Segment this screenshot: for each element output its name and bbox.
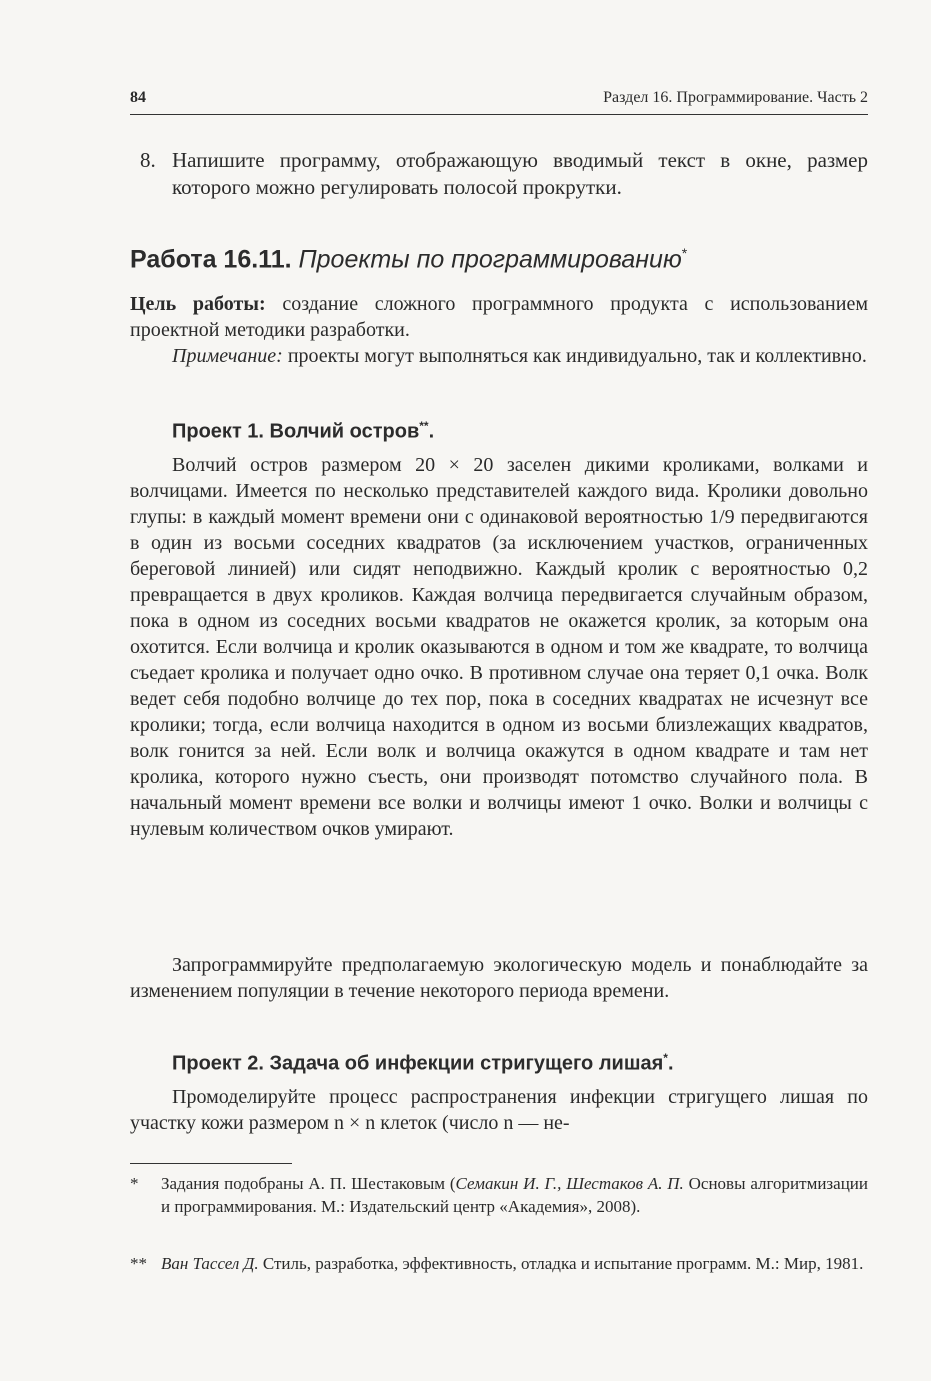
task-number: 8. bbox=[140, 148, 156, 172]
work-footnote-mark: * bbox=[681, 245, 688, 261]
project1-title-end: . bbox=[428, 420, 435, 443]
project2-title-end: . bbox=[667, 1052, 674, 1075]
footnote-1-rest: Основы алгоритмизации и программирования. М.: Издательский центр «Академия», 2008). bbox=[161, 1174, 868, 1216]
footnote-1-body bbox=[161, 1172, 868, 1218]
project1-description: Волчий остров размером 20 × 20 заселен дикими кроликами, волками и волчицами. Имеется по несколько представителей каждого вида. Кролики довольно глупы: в каждый момент времени они с одинаковой вероятностью 1/9 передвигаются в один из восьми соседних квадратов (за исключением участков, ограниченных береговой линией) или сидят неподвижно. Каждый кролик с вероятностью 0,2 превращается в двух кроликов. Каждая волчица передвигается случайным образом, пока в одном из соседних восьми квадратов не окажется кролик, за которым она охотится. Если волчица и кролик оказываются в одном и том же квадрате, то волчица съедает кролика и получает одно очко. В противном случае она теряет 0,1 очка. Волк ведет себя подобно волчице до тех пор, пока в соседних квадратах не исчезнут все кролики; тогда, если волчица находится в одном из восьми близлежащих квадратов, волк гонится за ней. Если волк и волчица окажутся в одном квадрате и там нет кролика, которого нужно съесть, они производят потомство случайного пола. В начальный момент времени все волки и волчицы имеют 1 очко. Волки и волчицы с нулевым количеством очков умирают. bbox=[130, 454, 868, 840]
project2-description: Промоделируйте процесс распространения инфекции стригущего лишая по участку кожи размером n × n клеток (число n — не- bbox=[130, 1086, 868, 1134]
goal-text: создание сложного программного продукта с использованием проектной методики разработки. bbox=[130, 293, 868, 341]
section-title-header: Раздел 16. Программирование. Часть 2 bbox=[603, 89, 868, 106]
note-text: проекты могут выполняться как индивидуально, так и коллективно. bbox=[287, 345, 867, 367]
project2-heading bbox=[172, 1045, 872, 1077]
footnote-divider bbox=[130, 1163, 292, 1164]
footnote-1 bbox=[130, 1172, 868, 1218]
project1-heading bbox=[172, 413, 872, 445]
goal-label: Цель работы: bbox=[130, 293, 266, 315]
footnote-2-rest: Стиль, разработка, эффективность, отладка и испытание программ. М.: Мир, 1981. bbox=[258, 1254, 864, 1273]
project1-task: Запрограммируйте предполагаемую экологическую модель и понаблюдайте за изменением популяции в течение некоторого периода времени. bbox=[130, 954, 868, 1002]
note-paragraph bbox=[130, 343, 868, 369]
project1-footnote-mark: ** bbox=[419, 419, 429, 433]
project2-title: Проект 2. Задача об инфекции стригущего лишая bbox=[172, 1052, 664, 1075]
footnote-1-mark: * bbox=[130, 1174, 139, 1193]
goal-paragraph bbox=[130, 291, 868, 343]
task-8 bbox=[130, 147, 868, 201]
task-text: Напишите программу, отображающую вводимый текст в окне, размер которого можно регулировать полосой прокрутки. bbox=[172, 148, 868, 199]
footnote-2-body bbox=[161, 1252, 868, 1275]
footnote-2 bbox=[130, 1252, 868, 1275]
footnote-2-author: Ван Тассел Д. bbox=[161, 1254, 259, 1273]
work-heading bbox=[130, 236, 868, 276]
project2-footnote-mark: * bbox=[663, 1051, 668, 1065]
page-number: 84 bbox=[130, 89, 146, 106]
work-label: Работа 16.11. bbox=[130, 245, 292, 274]
running-head bbox=[130, 88, 868, 115]
note-label: Примечание: bbox=[172, 345, 283, 367]
footnote-1-lead: Задания подобраны А. П. Шестаковым ( bbox=[161, 1174, 456, 1193]
work-title: Проекты по программированию bbox=[298, 245, 682, 274]
footnote-1-authors: Семакин И. Г., Шестаков А. П. bbox=[455, 1174, 684, 1193]
footnote-2-mark: ** bbox=[130, 1254, 147, 1273]
project1-title: Проект 1. Волчий остров bbox=[172, 420, 420, 443]
